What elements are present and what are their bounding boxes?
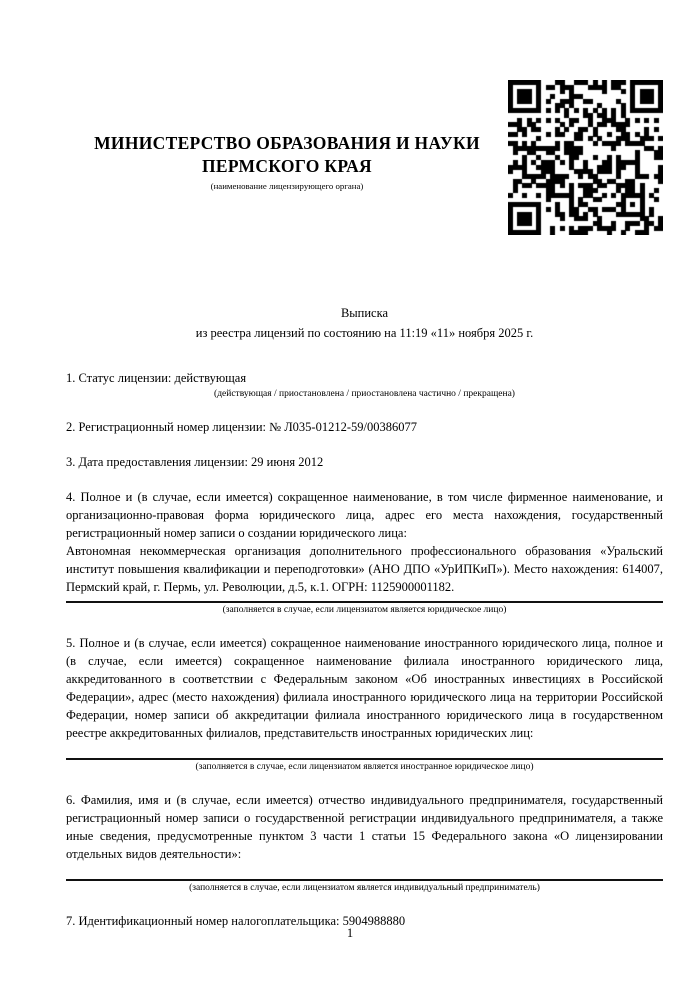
item-6-value	[66, 863, 663, 874]
item-6-label: 6. Фамилия, имя и (в случае, если имеется) отчество индивидуального предпринимателя, государственный регистрационный номер записи о государственной регистрации индивидуального предпринимателя, а также иные сведения, предусмотренные пунктом 3 части 1 статьи 15 Федерального закона «О лицензировании отдельных видов деятельности»:	[66, 793, 663, 861]
item-1-text: 1. Статус лицензии: действующая	[66, 371, 247, 385]
item-5-fill-line	[66, 758, 663, 760]
items-list	[66, 369, 663, 930]
item-6-caption: (заполняется в случае, если лицензиатом является индивидуальный предприниматель)	[189, 883, 540, 893]
document-header	[66, 0, 663, 235]
licensing-authority-name	[66, 132, 508, 178]
item-4-caption: (заполняется в случае, если лицензиатом является юридическое лицо)	[222, 605, 507, 615]
item-5-value	[66, 742, 663, 753]
item-4-value: Автономная некоммерческая организация дополнительного профессионального образования «Уральский институт повышения квалификации и переподготовки» (АНО ДПО «УрИПКиП»). Место нахождения: 614007, Пермский край, г. Пермь, ул. Революции, д.5, к.1. ОГРН: 1125900001182.	[66, 544, 663, 594]
item-4-fill-line	[66, 601, 663, 603]
item-4-label: 4. Полное и (в случае, если имеется) сокращенное наименование, в том числе фирменное наименование, и организационно-правовая форма юридического лица, адрес его места нахождения, государственный регистрационный номер записи о создании юридического лица:	[66, 490, 663, 540]
item-1-license-status	[66, 369, 663, 401]
document-title	[66, 303, 663, 343]
qr-code	[508, 80, 663, 235]
item-2-text: 2. Регистрационный номер лицензии: № Л035-01212-59/00386077	[66, 420, 417, 434]
licensing-authority-name-line2: ПЕРМСКОГО КРАЯ	[202, 156, 372, 176]
item-6-fill-line	[66, 879, 663, 881]
licensing-authority-caption: (наименование лицензирующего органа)	[210, 181, 364, 191]
page-number: 1	[346, 926, 354, 940]
item-7-text: 7. Идентификационный номер налогоплательщика: 5904988880	[66, 914, 406, 928]
licensing-authority-block	[66, 80, 508, 191]
item-4-legal-entity	[66, 488, 663, 617]
qr-code-icon	[508, 80, 663, 235]
licensing-authority-name-line1: МИНИСТЕРСТВО ОБРАЗОВАНИЯ И НАУКИ	[94, 133, 480, 153]
item-3-license-date	[66, 453, 663, 471]
item-2-registration-number	[66, 418, 663, 436]
item-1-caption: (действующая / приостановлена / приостановлена частично / прекращена)	[214, 389, 515, 399]
item-6-individual-entrepreneur	[66, 791, 663, 895]
document-title-line2: из реестра лицензий по состоянию на 11:19 «11» ноября 2025 г.	[195, 326, 534, 340]
document-title-line1: Выписка	[340, 306, 389, 320]
item-5-foreign-entity	[66, 634, 663, 774]
item-3-text: 3. Дата предоставления лицензии: 29 июня 2012	[66, 455, 324, 469]
item-5-caption: (заполняется в случае, если лицензиатом является иностранное юридическое лицо)	[195, 762, 534, 772]
item-5-label: 5. Полное и (в случае, если имеется) сокращенное наименование иностранного юридического лица, полное и (в случае, если имеется) сокращенное наименование филиала иностранного юридического лица, аккредитованного в соответствии с Федеральным законом «Об иностранных инвестициях в Российской Федерации», адрес (место нахождения) филиала иностранного юридического лица на территории Российской Федерации, номер записи об аккредитации филиала иностранного юридического лица в государственном реестре аккредитованных филиалов, представительств иностранных юридических лиц:	[66, 636, 663, 740]
